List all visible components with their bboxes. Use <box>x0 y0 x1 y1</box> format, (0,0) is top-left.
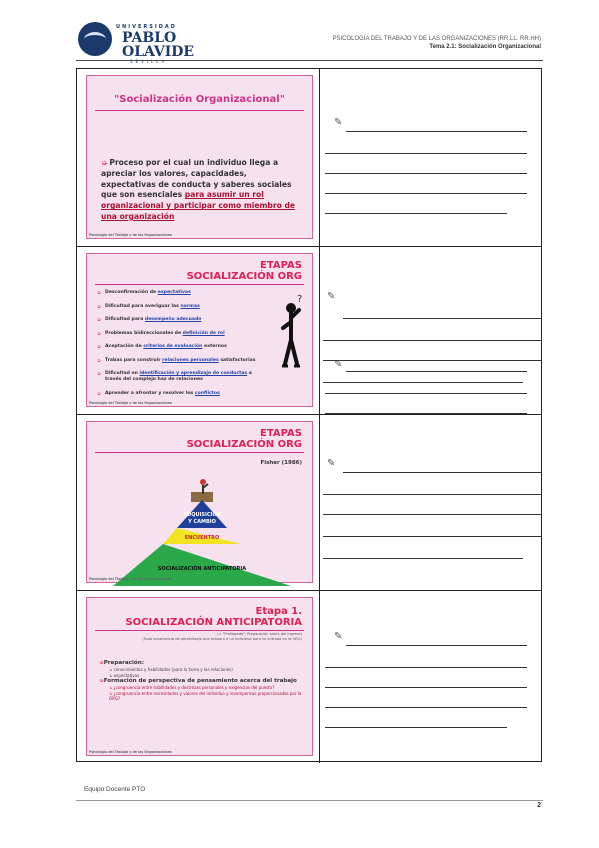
logo-bottom-text: SEVILLA <box>130 59 168 64</box>
logo-top-text: UNIVERSIDAD <box>116 24 177 30</box>
topic-title: Tema 2.1: Socialización Organizacional <box>429 44 541 50</box>
bullet-icon: ➭ <box>97 303 102 310</box>
slide-2-title <box>187 260 302 282</box>
slide-4-title <box>125 606 302 628</box>
bullet-icon: ➭ <box>101 158 108 167</box>
slide-4-section-heading: ➭Formación de perspectiva de pensamiento acerca del trabajo <box>99 678 297 684</box>
slide-1-text: Proceso por el cual un individuo llega a apreciar los valores, capacidades, expectativas de conducta y saberes sociales que son esenciales <box>101 158 292 200</box>
slide-1-body <box>101 158 304 223</box>
arrow-icon: ↳ <box>109 685 114 690</box>
slide-4-item: ↳ ¿congruencia entre necesidades y valores del individuo y recompensas proporcionadas por la ORG? <box>109 690 302 701</box>
course-title: PSICOLOGÍA DEL TRABAJO Y DE LAS ORGANIZACIONES (RR.LL. RR.HH) <box>332 36 541 42</box>
logo-name-line2: OLAVIDE <box>122 44 195 60</box>
note-line <box>323 360 541 361</box>
pyramid-label-middle: ENCUENTRO <box>184 535 220 541</box>
footer-team: Equipo Docente PTO <box>84 786 146 793</box>
pencil-icon: ✎ <box>327 458 336 469</box>
slide-1-highlight: para asumir un rol organizacional y participar como miembro de una organización <box>101 190 296 221</box>
list-item: ➭ Aceptación de criterios de evaluación externos <box>97 344 227 350</box>
slide-1 <box>86 75 313 239</box>
slide-1-divider <box>95 110 304 111</box>
slide-4-item: ↳ ¿congruencia entre habilidades y destrezas personales y exigencias del puesto? <box>109 685 275 690</box>
slide-2-footer: Psicología del Trabajo y de las Organizaciones <box>89 401 172 405</box>
bullet-icon: ➭ <box>97 371 102 377</box>
slide-3-source: Fisher (1986) <box>260 460 302 466</box>
list-item: ➭ Dificultad en identificación y aprendizaje de conductas a través del complejo haz de relaciones <box>97 371 252 382</box>
slide-4-item: ↳ expectativas <box>109 672 140 678</box>
slide-4-item: ↳ conocimientos y habilidades (para la tarea y las relaciones) <box>109 667 233 672</box>
arrow-icon: ↳ <box>109 690 114 696</box>
slide-2 <box>86 253 313 407</box>
list-item: ➭ Dificultad para averiguar las normas <box>97 303 200 310</box>
slide-3-title-line1: ETAPAS <box>260 428 302 439</box>
slide-4 <box>86 597 313 756</box>
note-line <box>323 494 541 495</box>
note-line <box>323 558 523 559</box>
pencil-icon: ✎ <box>327 291 336 302</box>
bullet-icon: ➭ <box>99 660 104 666</box>
slide-cell-1 <box>77 69 320 246</box>
note-line <box>343 472 541 473</box>
slide-4-title-line1: Etapa 1. <box>255 606 302 617</box>
pyramid-label-top-1: ADQUISICIÓN <box>183 512 221 518</box>
slide-3-footer: Psicología del Trabajo y de las Organizaciones <box>89 577 172 581</box>
slide-2-title-line1: ETAPAS <box>260 260 302 271</box>
logo-name-line1: PABLO <box>122 30 177 46</box>
list-item: ➭ Dificultad para desempeño adecuado <box>97 317 202 323</box>
slide-1-title: "Socialización Organizacional" <box>114 94 285 105</box>
pencil-icon: ✎ <box>334 117 343 128</box>
bullet-icon: ➭ <box>97 390 102 397</box>
list-item: ➭ Aprender a afrontar y resolver los conflictos <box>97 390 220 397</box>
slide-4-body <box>99 660 302 702</box>
notes-overlay <box>319 0 541 848</box>
slide-4-divider <box>95 630 304 631</box>
list-item: ➭ Problemas bidireccionales de definición de rol <box>97 330 225 337</box>
bullet-icon: ➭ <box>97 357 102 364</box>
pyramid-label-base: SOCIALIZACIÓN ANTICIPATORIA <box>157 566 247 572</box>
slide-3 <box>86 421 313 583</box>
pencil-icon: ✎ <box>334 631 343 642</box>
note-line <box>323 536 541 537</box>
slide-2-title-line2: SOCIALIZACIÓN ORG <box>186 271 302 282</box>
slide-4-title-line2: SOCIALIZACIÓN ANTICIPATORIA <box>125 617 302 628</box>
slide-1-footer: Psicología del Trabajo y de las Organizaciones <box>89 233 172 237</box>
slide-cell-3 <box>77 415 320 590</box>
slide-4-subtitle: (= "Prellegada"; Preparación antes del ingreso) (Toda experiencia de aprendizaje que prepara a un individuo para su entrada en la ORG) <box>142 632 302 641</box>
svg-text:?: ? <box>297 294 303 305</box>
slide-2-list <box>97 290 257 404</box>
thinking-figure-icon <box>277 292 309 372</box>
socialization-pyramid <box>105 474 299 586</box>
list-item: ➭ Trabas para construir relaciones personales satisfactorias <box>97 357 256 364</box>
arrow-icon: ↳ <box>109 667 114 672</box>
bullet-icon: ➭ <box>97 317 102 323</box>
footer-divider <box>76 800 543 801</box>
note-line <box>343 318 541 319</box>
note-line <box>323 340 541 341</box>
pencil-icon: ✎ <box>334 359 343 370</box>
slide-3-title <box>187 428 302 450</box>
note-line <box>323 382 523 383</box>
climber-icon <box>200 479 206 485</box>
page-number: 2 <box>537 802 541 809</box>
slide-2-divider <box>95 284 304 285</box>
bullet-icon: ➭ <box>97 330 102 337</box>
slide-3-title-line2: SOCIALIZACIÓN ORG <box>186 439 302 450</box>
slide-cell-2 <box>77 247 320 414</box>
bullet-icon: ➭ <box>97 290 102 296</box>
slide-cell-4 <box>77 591 320 763</box>
slide-3-divider <box>95 452 304 453</box>
bullet-icon: ➭ <box>97 344 102 350</box>
university-seal-icon <box>78 22 112 56</box>
university-logo <box>78 18 195 64</box>
pyramid-label-top-2: Y CAMBIO <box>188 519 216 525</box>
bullet-icon: ➭ <box>99 678 104 684</box>
list-item: ➭ Desconfirmación de expectativas <box>97 290 191 296</box>
slide-4-footer: Psicología del Trabajo y de las Organizaciones <box>89 750 172 754</box>
note-line <box>323 514 541 515</box>
slide-4-section-heading: ➭Preparación: <box>99 660 144 666</box>
arrow-icon: ↳ <box>109 672 114 678</box>
